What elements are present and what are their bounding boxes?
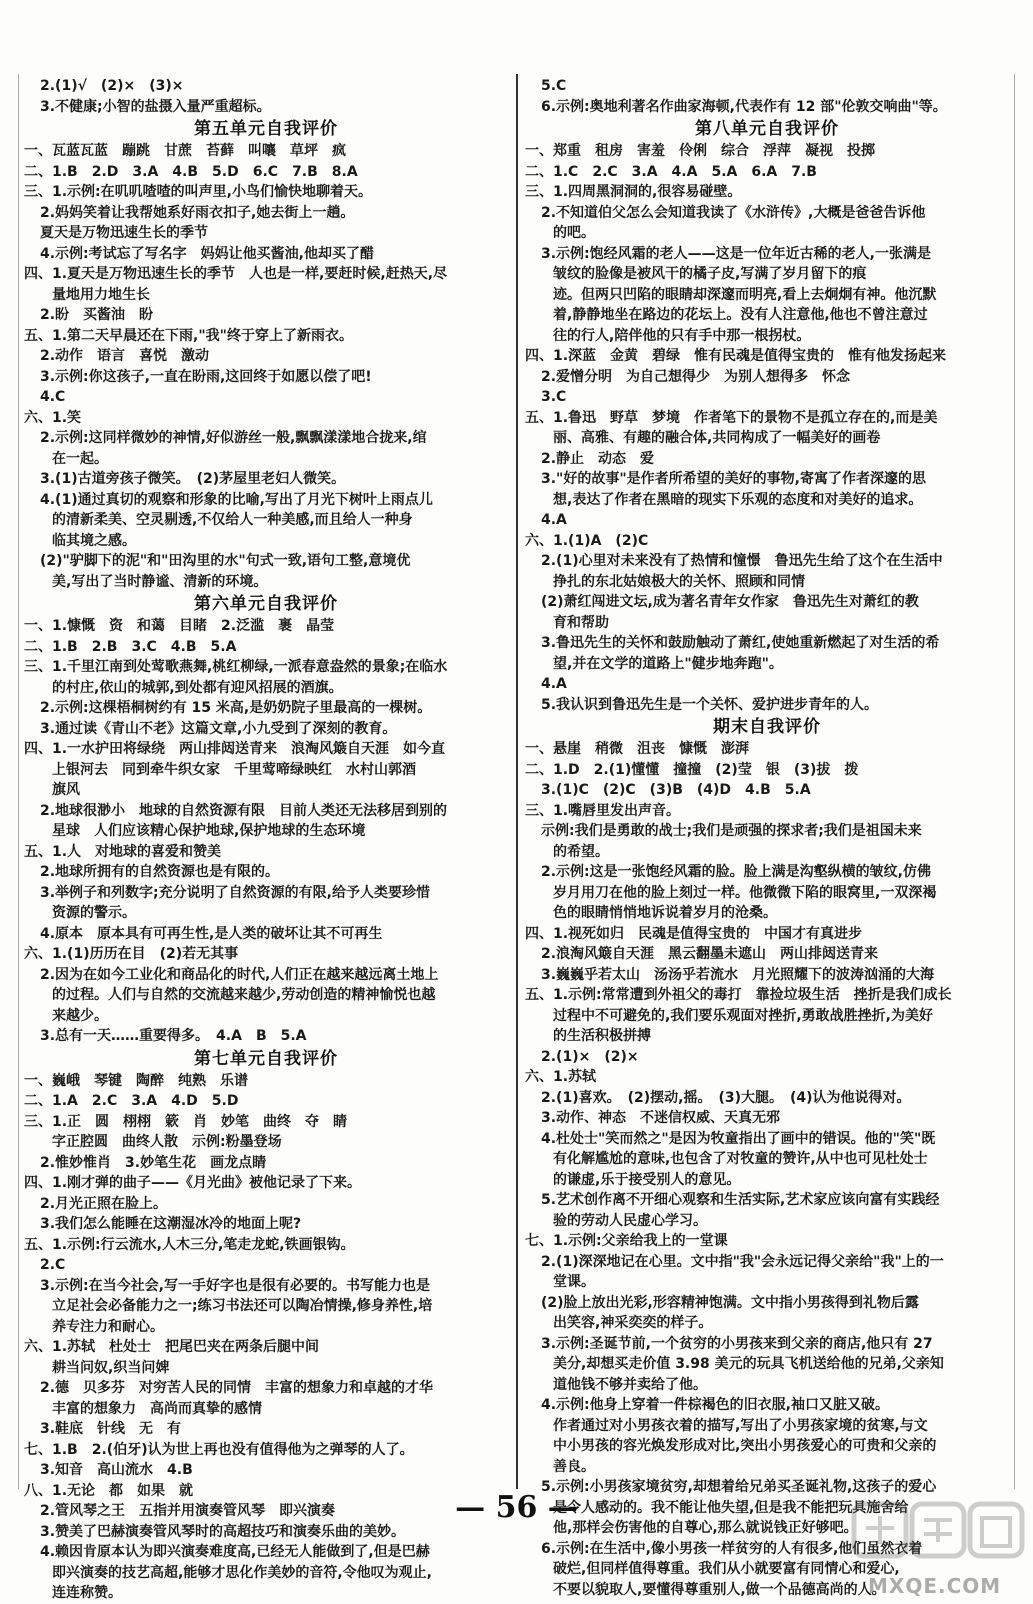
answer-line: 六、1.苏轼 杜处士 把尾巴夹在两条后腿中间	[24, 1339, 320, 1355]
answer-line: 三、1.嘴唇里发出声音。	[525, 802, 681, 819]
answer-line: 中小男孩的容光焕发形成对比,突出小男孩爱心的可贵和父亲的	[553, 1438, 937, 1454]
section-title: 第七单元自我评价	[194, 1048, 338, 1069]
answer-line: 3.不健康;小智的盐摄入量严重超标。	[40, 98, 271, 115]
answer-line: 5.我认识到鲁迅先生是一个关怀、爱护进步青年的人。	[541, 696, 879, 713]
section-title: 第八单元自我评价	[695, 119, 839, 139]
answer-line: 2.静止 动态 爱	[541, 450, 655, 467]
answer-line: 着,静静地坐在路边的花坛上。没有人注意他,他也不曾注意过	[553, 307, 928, 323]
answer-line: 验的劳动人民虚心学习。	[553, 1212, 707, 1229]
answer-line: 5.艺术创作离不开细心观察和生活实际,艺术家应该向富有实践经	[541, 1192, 940, 1208]
answer-line: 夏天是万物迅速生长的季节	[40, 225, 208, 241]
answer-line: 2.浪淘风簸自天涯 黑云翻墨未遮山 两山排闼送青来	[541, 946, 879, 962]
answer-line: 六、1.(1)A (2)C	[525, 532, 649, 549]
column-divider	[516, 74, 518, 1489]
answer-line: 3.鞋底 针线 无 有	[40, 1421, 182, 1437]
answer-line: 耕当问奴,织当问婢	[52, 1359, 170, 1376]
answer-line: 3.示例:圣诞节前,一个贫穷的小男孩来到父亲的商店,他只有 27	[541, 1335, 933, 1352]
answer-line: 4.A	[541, 512, 567, 528]
page-number: — 56 —	[455, 1490, 578, 1525]
answer-line: 4.C	[40, 389, 66, 405]
answer-line: 迹。但两只凹陷的眼睛却深邃而明亮,看上去炯炯有神。他沉默	[553, 286, 937, 303]
answer-line: 一、郑重 租房 害羞 伶俐 综合 浮萍 凝视 投掷	[525, 143, 875, 159]
answer-line: 五、1.人 对地球的喜爱和赞美	[24, 843, 222, 860]
answer-line: 2.(1)√ (2)× (3)×	[40, 78, 184, 94]
answer-line: 二、1.B 2.D 3.A 4.B 5.D 6.C 7.B 8.A	[24, 163, 358, 180]
answer-line: 星球 人们应该精心保护地球,保护地球的生态环境	[52, 823, 366, 839]
answer-line: 皱纹的脸像是被风干的橘子皮,写满了岁月留下的痕	[553, 266, 867, 282]
answer-line: 4.示例:他身上穿着一件棕褐色的旧衣服,袖口又脏又破。	[541, 1397, 889, 1413]
answer-line: 3.动作、神态 不迷信权威、天真无邪	[541, 1110, 781, 1126]
right-border-line	[1014, 74, 1015, 1489]
answer-line: 破烂,但同样值得尊重。我们从小就要富有同情心和爱心,	[553, 1561, 900, 1577]
answer-line: 2.月光正照在脸上。	[40, 1195, 168, 1212]
answer-line: 一、巍峨 琴键 陶醉 纯熟 乐谱	[24, 1072, 248, 1089]
answer-line: 一、悬崖 稍微 沮丧 慷慨 澎湃	[525, 741, 749, 757]
answer-line: 2.示例:这同样微妙的神情,好似游丝一般,飘飘漾漾地合拢来,绾	[40, 430, 427, 446]
answer-line: 的希望。	[553, 843, 609, 860]
answer-line: 五、1.第二天早晨还在下雨,"我"终于穿上了新雨衣。	[24, 327, 353, 344]
answer-line: 示例:我们是勇敢的战士;我们是顽强的探求者;我们是祖国未来	[541, 823, 922, 839]
answer-line: 的村庄,依山的城郭,到处都有迎风招展的酒旗。	[52, 679, 343, 696]
answer-line: 的吧。	[553, 225, 595, 241]
answer-line: 的谦虚,乐于接受别人的意见。	[553, 1171, 741, 1188]
answer-line: 的生活积极拼搏	[553, 1028, 651, 1044]
answer-line: 3.我们怎么能睡在这潮湿冰冷的地面上呢?	[40, 1216, 302, 1232]
answer-line: 2.爱憎分明 为自己想得少 为别人想得多 怀念	[541, 368, 851, 385]
answer-line: 量地用力地生长	[52, 286, 150, 303]
answer-line: 临其境之感。	[52, 532, 136, 549]
answer-line: 2.示例:这是一张饱经风霜的脸。脸上满是沟壑纵横的皱纹,仿佛	[541, 864, 931, 880]
right-answer-column	[525, 76, 1009, 1600]
answer-line: 丰富的想象力 高尚而真挚的感情	[52, 1400, 262, 1417]
answer-line: 美分,却想买走价值 3.98 美元的玩具飞机送给他的兄弟,父亲知	[553, 1356, 944, 1372]
answer-line: 3.赞美了巴赫演奏管风琴时的高超技巧和演奏乐曲的美妙。	[40, 1523, 406, 1540]
answer-line: 立足社会必备能力之一;练习书法还可以陶冶情操,修身养性,培	[52, 1298, 433, 1314]
answer-line: 是令人感动的。我不能让他失望,但是我不能把玩具施舍给	[553, 1499, 909, 1516]
answer-line: 六、1.(1)历历在目 (2)若无其事	[24, 946, 239, 962]
answer-line: 美,写出了当时静谧、清新的环境。	[52, 573, 268, 590]
answer-line: 6.示例:在生活中,像小男孩一样贫穷的人有很多,他们虽然衣着	[541, 1540, 923, 1557]
answer-line: 2.地球很渺小 地球的自然资源有限 目前人类还无法移居到别的	[40, 802, 448, 819]
answer-line: 四、1.深蓝 金黄 碧绿 惟有民魂是值得宝贵的 惟有他发扬起来	[525, 348, 947, 364]
left-answer-column	[24, 76, 508, 1604]
answer-line: 3.示例:在当今社会,写一手好字也是很有必要的。书写能力也是	[40, 1277, 430, 1294]
answer-line: 六、1.苏轼	[525, 1069, 597, 1085]
answer-line: 五、1.示例:常常遭到外祖父的毒打 靠捡垃圾生活 挫折是我们成长	[525, 987, 952, 1003]
answer-line: 道他钱不够并卖给了他。	[553, 1376, 707, 1393]
watermark-text: MXQE.COM	[868, 1574, 1002, 1598]
answer-line: 的清新柔美、空灵剔透,不仅给人一种美感,而且给人一种身	[52, 512, 413, 528]
answer-line: 三、1.四周黑洞洞的,很容易碰壁。	[525, 184, 742, 200]
answer-line: 八、1.无论 都 如果 就	[24, 1482, 194, 1499]
section-title: 第六单元自我评价	[194, 594, 338, 614]
answer-line: 2.盼 买酱油 盼	[40, 307, 154, 323]
answer-line: 3.通过读《青山不老》这篇文章,小九受到了深刻的教育。	[40, 720, 397, 737]
answer-line: 挣扎的东北姑娘极大的关怀、照顾和同情	[553, 573, 805, 590]
answer-line: 过程中不可避免的,我们要乐观面对挫折,勇敢战胜挫折,为美好	[553, 1007, 933, 1024]
answer-line: 连连称赞。	[52, 1585, 122, 1601]
answer-line: 在一起。	[52, 450, 108, 467]
answer-line: 4.赖因肯原本认为即兴演奏难度高,已经无人能做到了,但是巴赫	[40, 1544, 430, 1560]
answer-line: 二、1.A 2.C 3.A 4.D 5.D	[24, 1093, 239, 1109]
answer-line: 七、1.示例:父亲给我上的一堂课	[525, 1233, 728, 1249]
answer-line: 6.示例:奥地利著名作曲家海顿,代表作有 12 部"伦敦交响曲"等。	[541, 98, 947, 115]
left-border-line	[18, 74, 19, 1489]
answer-line: 三、1.正 圆 栩栩 簌 肖 妙笔 曲终 夺 睛	[24, 1113, 348, 1130]
answer-line: (2)"驴脚下的泥"和"田沟里的水"句式一致,语句工整,意境优	[40, 553, 411, 569]
answer-line: 出笑容,神采奕奕的样子。	[553, 1315, 713, 1331]
answer-line: 2.因为在如今工业化和商品化的时代,人们正在越来越远离土地上	[40, 966, 439, 983]
answer-line: 2.动作 语言 喜悦 激动	[40, 348, 210, 364]
answer-line: 5.C	[541, 78, 567, 94]
answer-line: 七、1.B 2.(伯牙)认为世上再也没有值得他为之弹琴的人了。	[24, 1441, 414, 1458]
section-title: 第五单元自我评价	[194, 119, 338, 139]
answer-line: 五、1.示例:行云流水,人木三分,笔走龙蛇,铁画银钩。	[24, 1236, 355, 1253]
answer-line: 2.示例:这棵梧桐树约有 15 米高,是奶奶院子里最高的一棵树。	[40, 700, 432, 716]
section-title: 期末自我评价	[713, 717, 821, 737]
answer-line: 3.示例:你这孩子,一直在盼雨,这回终于如愿以偿了吧!	[40, 368, 372, 385]
answer-line: 3.总有一天……重要得多。 4.A B 5.A	[40, 1028, 307, 1044]
answer-line: 2.管风琴之王 五指并用演奏管风琴 即兴演奏	[40, 1503, 336, 1519]
answer-line: 2.(1)心里对未来没有了热情和憧憬 鲁迅先生给了这个在生活中	[541, 553, 943, 569]
answer-line: 往的行人,陪伴他的只有手中那一根拐杖。	[553, 327, 811, 344]
answer-line: 养专注力和耐心。	[52, 1318, 164, 1335]
answer-line: 3.示例:饱经风霜的老人——这是一位年近古稀的老人,一张满是	[541, 245, 931, 262]
answer-line: 4.杜处士"笑而然之"是因为牧童指出了画中的错误。他的"笑"既	[541, 1130, 936, 1147]
answer-line: 3.知音 高山流水 4.B	[40, 1462, 193, 1478]
answer-line: 4.(1)通过真切的观察和形象的比喻,写出了月光下树叶上雨点儿	[40, 491, 433, 508]
answer-line: 3.(1)C (2)C (3)B (4)D 4.B 5.A	[541, 782, 811, 798]
answer-line: 上银河去 同到牵牛织女家 千里莺啼绿映红 水村山郭酒	[52, 761, 416, 778]
answer-line: 一、瓦蓝瓦蓝 蹦跳 甘蔗 苔藓 叫嚷 草坪 疯	[24, 143, 346, 159]
answer-line: 育和帮助	[553, 614, 609, 631]
answer-line: 3.鲁迅先生的关怀和鼓励触动了萧红,使她重新燃起了对生活的希	[541, 635, 940, 651]
answer-line: 2.(1)深深地记在心里。文中指"我"会永远记得父亲给"我"上的一	[541, 1253, 944, 1270]
answer-line: 3."好的故事"是作者所希望的美好的事物,寄寓了作者深邃的思	[541, 471, 926, 487]
answer-line: 2.不知道伯父怎么会知道我读了《水浒传》,大概是爸爸告诉他	[541, 204, 926, 221]
answer-line: (2)萧红闯进文坛,成为著名青年女作家 鲁迅先生对萧红的教	[541, 594, 919, 610]
answer-line: 4.A	[541, 676, 567, 692]
answer-line: 2.德 贝多芬 对穷苦人民的同情 丰富的想象力和卓越的才华	[40, 1380, 434, 1396]
answer-line: 3.C	[541, 389, 567, 405]
answer-line: 作者通过对小男孩衣着的描写,写出了小男孩家境的贫寒,与文	[553, 1417, 928, 1434]
answer-line: 一、1.慷慨 资 和蔼 目睹 2.泛滥 裹 晶莹	[24, 618, 335, 634]
answer-line: 3.举例子和列数字;充分说明了自然资源的有限,给予人类要珍惜	[40, 884, 430, 901]
answer-line: 4.示例:考试忘了写名字 妈妈让他买酱油,他却买了醋	[40, 245, 374, 262]
answer-line: 2.地球所拥有的自然资源也是有限的。	[40, 864, 280, 880]
answer-line: 旗风	[52, 782, 80, 798]
answer-line: 六、1.笑	[24, 409, 82, 426]
answer-line: 即兴演奏的技艺高超,能够才思化作美妙的音符,令他叹为观止,	[52, 1564, 432, 1581]
answer-line: 三、1.千里江南到处莺歌燕舞,桃红柳绿,一派春意盎然的景象;在临水	[24, 659, 448, 675]
answer-line: 二、1.D 2.(1)懂懂 撞撞 (2)莹 银 (3)拔 拨	[525, 761, 859, 778]
answer-line: 二、1.B 2.B 3.C 4.B 5.A	[24, 638, 237, 655]
answer-line: 四、1.一水护田将绿绕 两山排闼送青来 浪淘风簸自天涯 如今直	[24, 741, 446, 757]
answer-line: 2.惟妙惟肖 3.妙笔生花 画龙点睛	[40, 1154, 267, 1171]
answer-line: 2.(1)× (2)×	[541, 1048, 639, 1065]
answer-line: 来越少。	[52, 1007, 108, 1024]
answer-line: 五、1.鲁迅 野草 梦境 作者笔下的景物不是孤立存在的,而是美	[525, 409, 938, 426]
answer-line: 有化解尴尬的意味,也包含了对牧童的赞许,从中也可见杜处士	[553, 1151, 928, 1167]
answer-line: 二、1.C 2.C 3.A 4.A 5.A 6.A 7.B	[525, 163, 817, 180]
answer-line: 丽、高雅、有趣的融合体,共同构成了一幅美好的画卷	[553, 430, 881, 446]
answer-line: 2.妈妈笑着让我帮她系好雨衣扣子,她去街上一趟。	[40, 204, 355, 221]
answer-line: 字正腔圆 曲终人散 示例:粉墨登场	[52, 1134, 282, 1150]
answer-line: 4.原本 原本具有可再生性,是人类的破坏让其不可再生	[40, 925, 383, 942]
answer-line: 四、1.刚才弹的曲子——《月光曲》被他记录了下来。	[24, 1175, 362, 1191]
answer-line: 想,表达了作者在黑暗的现实下乐观的态度和对美好的追求。	[553, 491, 923, 508]
answer-line: 四、1.视死如归 民魂是值得宝贵的 中国才有真进步	[525, 925, 863, 942]
answer-line: 3.(1)古道旁孩子微笑。 (2)茅屋里老妇人微笑。	[40, 471, 346, 487]
answer-line: 望,并在文学的道路上"健步地奔跑"。	[553, 655, 783, 672]
answer-line: 他,那样会伤害他的自尊心,那么就说钱正好够吧。	[553, 1520, 858, 1536]
answer-line: 3.巍巍乎若太山 汤汤乎若流水 月光照耀下的波涛汹涌的大海	[541, 966, 935, 983]
answer-line: 5.示例:小男孩家境贫穷,却想着给兄弟买圣诞礼物,这孩子的爱心	[541, 1479, 937, 1495]
answer-line: 的过程。人们与自然的交流越来越少,劳动创造的精神愉悦也越	[52, 987, 436, 1003]
answer-line: 善良。	[553, 1458, 595, 1475]
answer-line: (2)脸上放出光彩,形容精神饱满。文中指小男孩得到礼物后露	[541, 1294, 919, 1311]
answer-line: 不要以貌取人,要懂得尊重别人,做一个品德高尚的人。	[553, 1581, 886, 1598]
answer-line: 堂课。	[553, 1274, 595, 1290]
answer-line: 2.(1)喜欢。 (2)摆动,摇。 (3)大腿。 (4)认为他说得对。	[541, 1089, 911, 1106]
answer-line: 资源的警示。	[52, 905, 136, 921]
answer-line: 2.C	[40, 1257, 66, 1273]
answer-line: 四、1.夏天是万物迅速生长的季节 人也是一样,要赶时候,赶热天,尽	[24, 266, 448, 282]
answer-line: 色的眼睛悄悄地诉说着岁月的沧桑。	[553, 905, 777, 921]
answer-line: 三、1.示例:在叽叽喳喳的叫声里,小鸟们愉快地聊着天。	[24, 184, 372, 200]
answer-line: 岁月用刀在他的脸上刻过一样。他微微下陷的眼窝里,一双深褐	[553, 884, 937, 901]
